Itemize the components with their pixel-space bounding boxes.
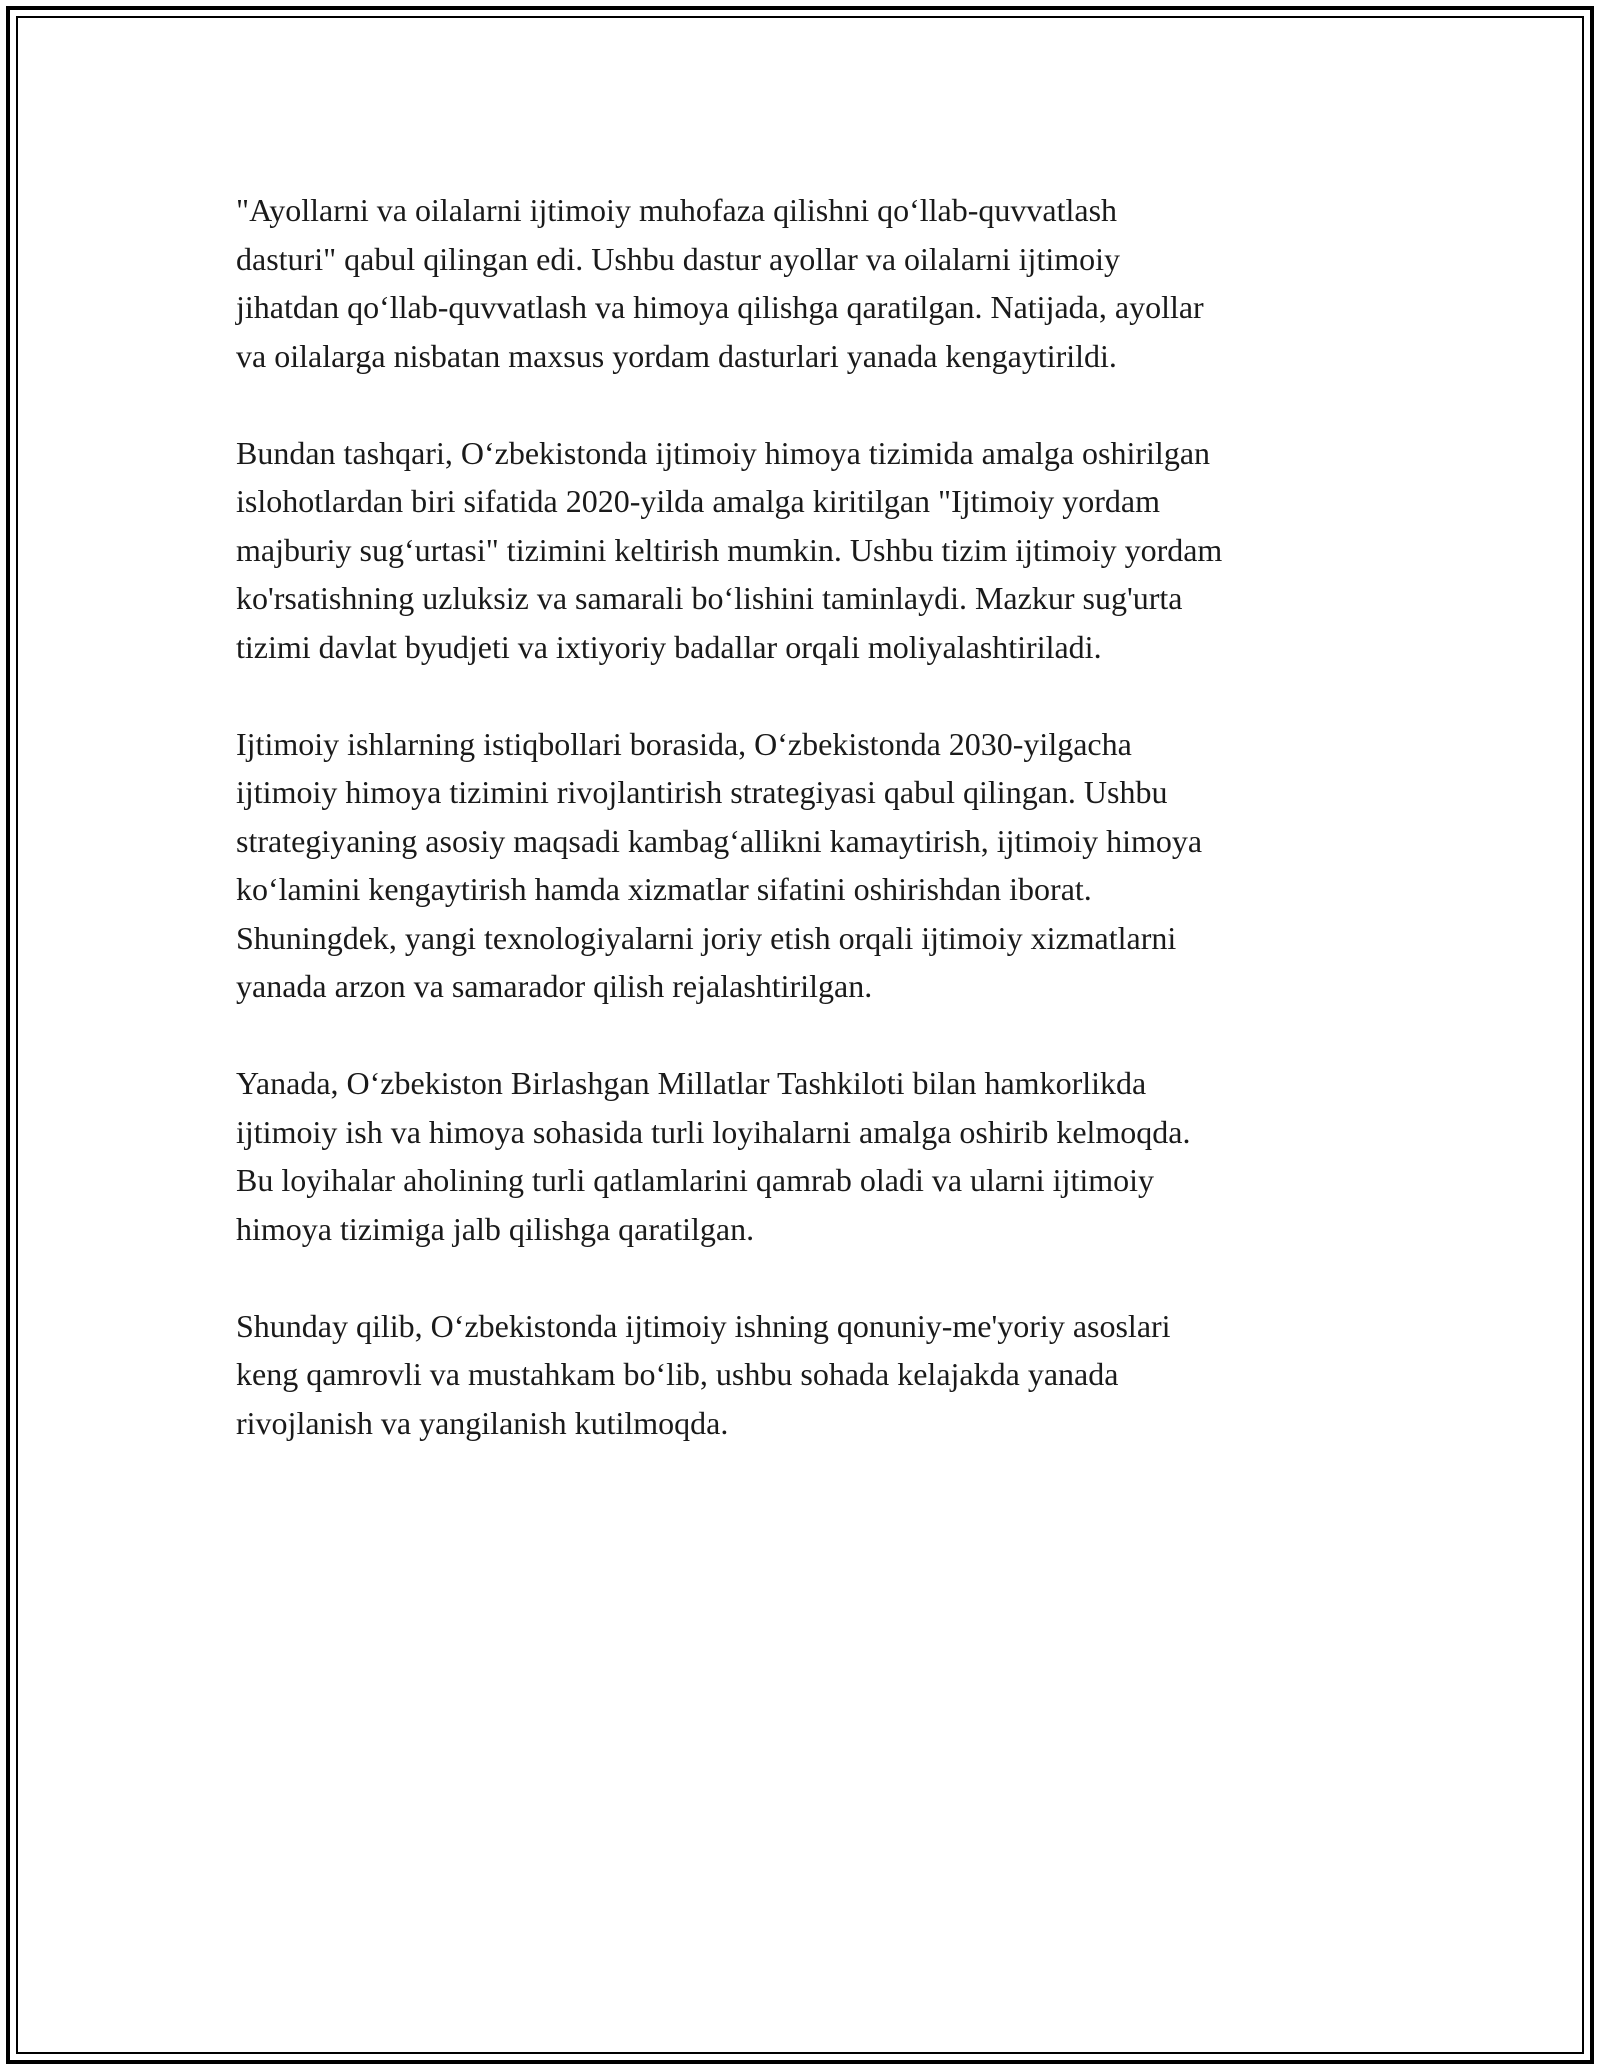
text-line: "Ayollarni va oilalarni ijtimoiy muhofaza qilishni qo‘llab-quvvatlash (236, 192, 1118, 228)
text-line: Shunday qilib, O‘zbekistonda ijtimoiy ishning qonuniy-me'yoriy asoslari (236, 1307, 1171, 1344)
text-line: va oilalarga nisbatan maxsus yordam dasturlari yanada kengaytirildi. (236, 337, 1117, 374)
text-line: Shuningdek, yangi texnologiyalarni joriy etish orqali ijtimoiy xizmatlarni (236, 919, 1177, 956)
paragraph-3 (236, 720, 1376, 1011)
text-line: majburiy sug‘urtasi" tizimini keltirish mumkin. Ushbu tizim ijtimoiy yordam (236, 531, 1223, 568)
paragraph-5 (236, 1302, 1376, 1448)
text-line: keng qamrovli va mustahkam bo‘lib, ushbu sohada kelajakda yanada (236, 1356, 1119, 1392)
text-line: rivojlanish va yangilanish kutilmoqda. (236, 1404, 729, 1441)
text-line: tizimi davlat byudjeti va ixtiyoriy badallar orqali moliyalashtiriladi. (236, 628, 1102, 665)
text-line: ko‘lamini kengaytirish hamda xizmatlar sifatini oshirishdan iborat. (236, 871, 1092, 907)
text-line: dasturi" qabul qilingan edi. Ushbu dastur ayollar va oilalarni ijtimoiy (236, 240, 1120, 277)
text-line: Ijtimoiy ishlarning istiqbollari borasida, O‘zbekistonda 2030-yilgacha (236, 725, 1132, 762)
text-line: ijtimoiy ish va himoya sohasida turli loyihalarni amalga oshirib kelmoqda. (236, 1113, 1191, 1150)
text-line: ijtimoiy himoya tizimini rivojlantirish strategiyasi qabul qilingan. Ushbu (236, 774, 1168, 810)
paragraph-4 (236, 1059, 1376, 1253)
text-line: ko'rsatishning uzluksiz va samarali bo‘lishini taminlaydi. Mazkur sug'urta (236, 580, 1183, 616)
text-line: islohotlardan biri sifatida 2020-yilda amalga kiritilgan "Ijtimoiy yordam (236, 483, 1160, 519)
paragraph-2 (236, 429, 1376, 672)
paragraph-1 (236, 186, 1376, 380)
text-line: Bu loyihalar aholining turli qatlamlarini qamrab oladi va ularni ijtimoiy (236, 1162, 1155, 1198)
text-line: strategiyaning asosiy maqsadi kambag‘allikni kamaytirish, ijtimoiy himoya (236, 822, 1203, 859)
text-line: himoya tizimiga jalb qilishga qaratilgan. (236, 1210, 755, 1247)
text-line: yanada arzon va samarador qilish rejalashtirilgan. (236, 968, 873, 1004)
text-line: Bundan tashqari, O‘zbekistonda ijtimoiy himoya tizimida amalga oshirilgan (236, 434, 1211, 471)
text-line: Yanada, O‘zbekiston Birlashgan Millatlar Tashkiloti bilan hamkorlikda (236, 1065, 1147, 1101)
text-line: jihatdan qo‘llab-quvvatlash va himoya qilishga qaratilgan. Natijada, ayollar (236, 289, 1204, 325)
document-body (236, 186, 1376, 1496)
